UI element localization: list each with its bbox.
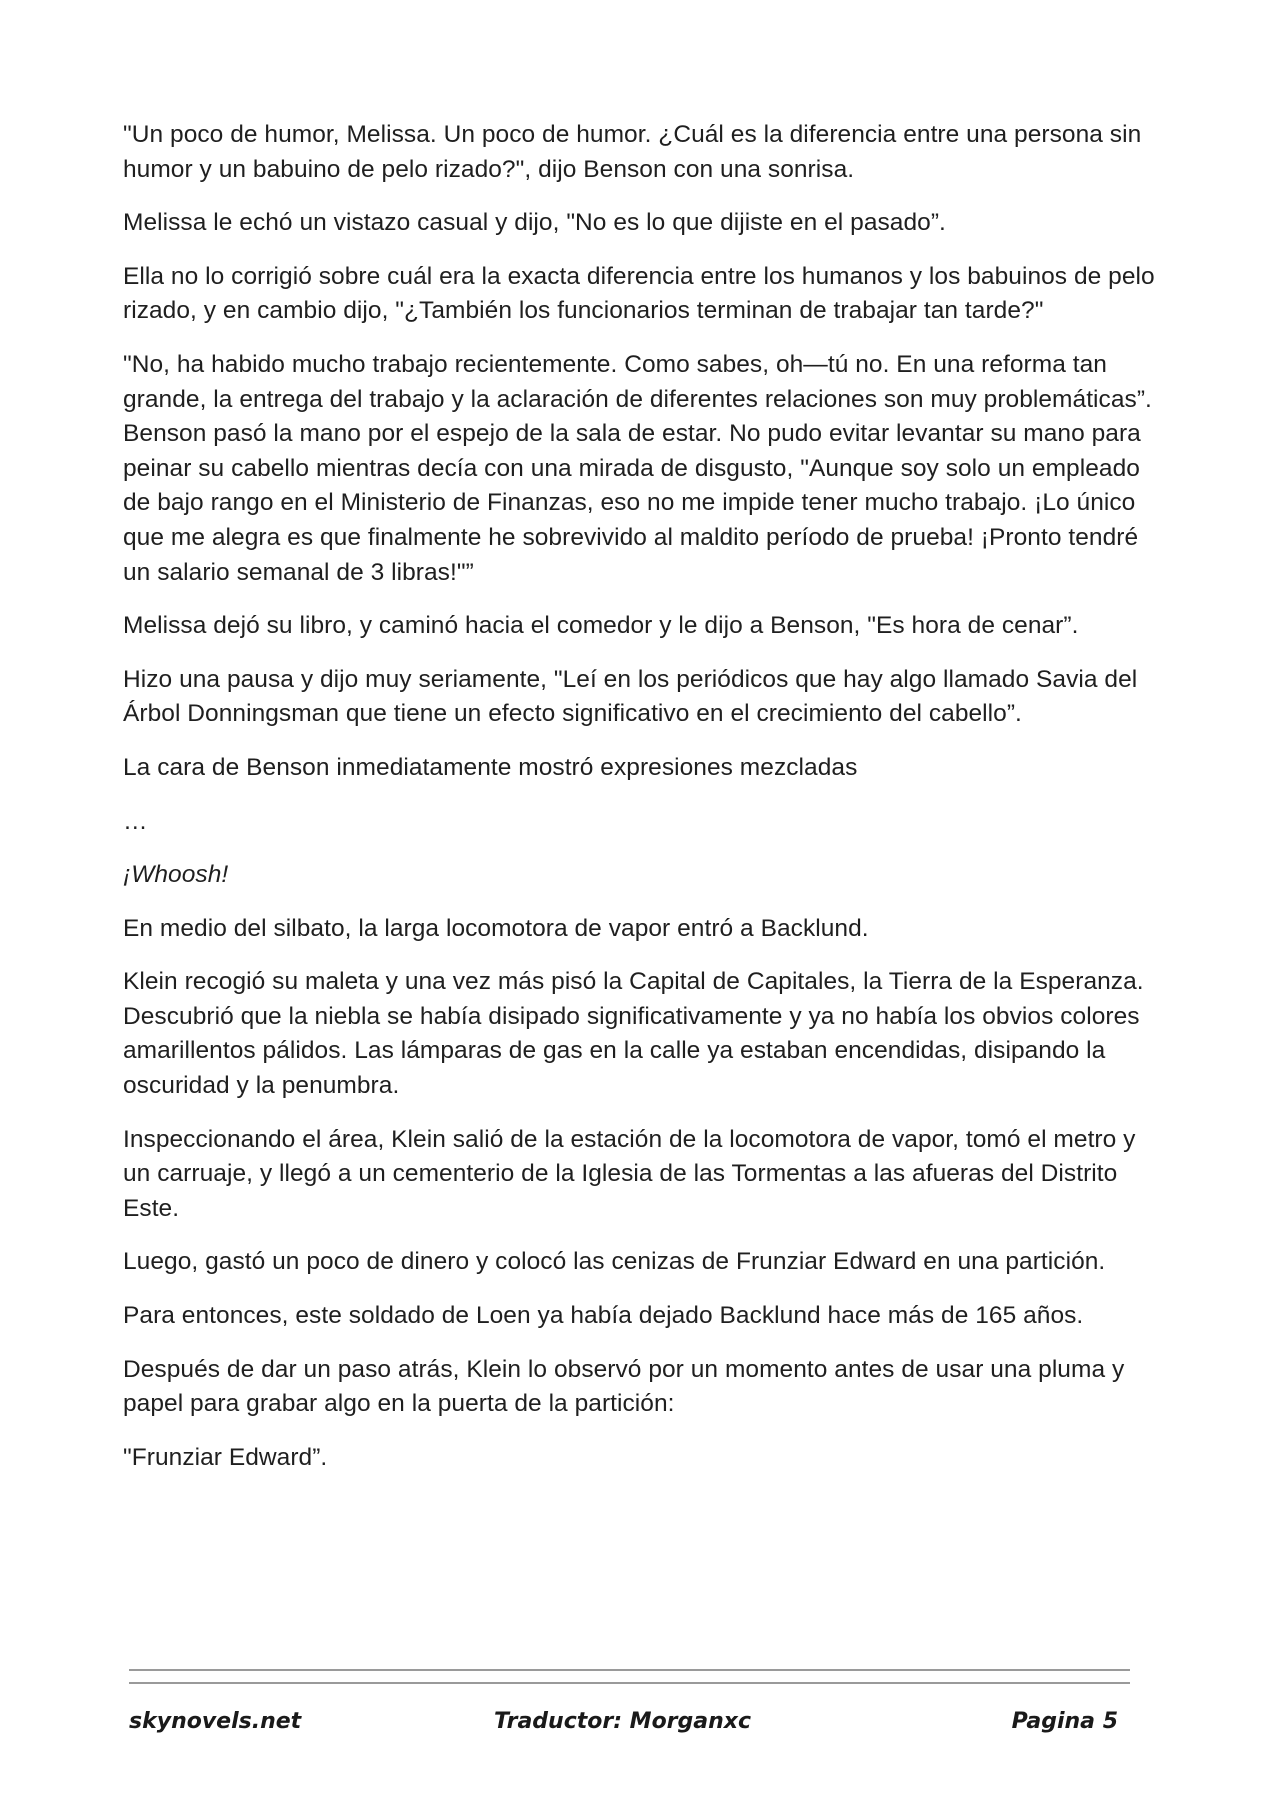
paragraph: Hizo una pausa y dijo muy seriamente, "Leí en los periódicos que hay algo llamado Savia del Árbol Donningsman que tiene un efecto significativo en el crecimiento del cabello”. <box>123 665 1138 728</box>
paragraph: Klein recogió su maleta y una vez más pisó la Capital de Capitales, la Tierra de la Esperanza. Descubrió que la niebla se había disipado significativamente y ya no había los obvios colores amarillentos pálidos. Las lámparas de gas en la calle ya estaban encendidas, disipando la oscuridad y la penumbra. <box>123 968 1144 1100</box>
footer-page-number: Pagina 5 <box>1011 1709 1118 1734</box>
paragraph: "Un poco de humor, Melissa. Un poco de humor. ¿Cuál es la diferencia entre una persona sin humor y un babuino de pelo rizado?", dijo Benson con una sonrisa. <box>123 121 1142 183</box>
footer-translator: Traductor: Morganxc <box>494 1709 752 1734</box>
paragraph: Melissa dejó su libro, y caminó hacia el comedor y le dijo a Benson, "Es hora de cenar”. <box>123 612 1079 640</box>
paragraph: La cara de Benson inmediatamente mostró expresiones mezcladas <box>123 753 858 781</box>
footer-site-name: skynovels.net <box>129 1709 302 1734</box>
paragraph: Melissa le echó un vistazo casual y dijo, "No es lo que dijiste en el pasado”. <box>123 209 946 237</box>
paragraph-italic: ¡Whoosh! <box>123 861 229 889</box>
footer-divider-top <box>129 1669 1130 1671</box>
paragraph: Luego, gastó un poco de dinero y colocó las cenizas de Frunziar Edward en una partición. <box>123 1248 1106 1276</box>
paragraph: Para entonces, este soldado de Loen ya había dejado Backlund hace más de 165 años. <box>123 1302 1084 1330</box>
paragraph: "Frunziar Edward”. <box>123 1443 328 1471</box>
paragraph: Ella no lo corrigió sobre cuál era la exacta diferencia entre los humanos y los babuinos de pelo rizado, y en cambio dijo, "¿También los funcionarios terminan de trabajar tan tarde?" <box>123 262 1155 325</box>
paragraph: Después de dar un paso atrás, Klein lo observó por un momento antes de usar una pluma y papel para grabar algo en la puerta de la partición: <box>123 1355 1125 1418</box>
paragraph: Inspeccionando el área, Klein salió de la estación de la locomotora de vapor, tomó el metro y un carruaje, y llegó a un cementerio de la Iglesia de las Tormentas a las afueras del Distrito Este. <box>123 1125 1136 1222</box>
scene-break: … <box>123 807 148 835</box>
paragraph: En medio del silbato, la larga locomotora de vapor entró a Backlund. <box>123 914 869 942</box>
page-footer <box>129 1709 1130 1749</box>
paragraph: "No, ha habido mucho trabajo recientemente. Como sabes, oh—tú no. En una reforma tan grande, la entrega del trabajo y la aclaración de diferentes relaciones son muy problemáticas”. Benson pasó la mano por el espejo de la sala de estar. No pudo evitar levantar su mano para peinar su cabello mientras decía con una mirada de disgusto, "Aunque soy solo un empleado de bajo rango en el Ministerio de Finanzas, eso no me impide tener mucho trabajo. ¡Lo único que me alegra es que finalmente he sobrevivido al maldito período de prueba! ¡Pronto tendré un salario semanal de 3 libras!"” <box>123 350 1152 586</box>
footer-divider-bottom <box>129 1682 1130 1684</box>
document-body <box>123 118 1163 1494</box>
